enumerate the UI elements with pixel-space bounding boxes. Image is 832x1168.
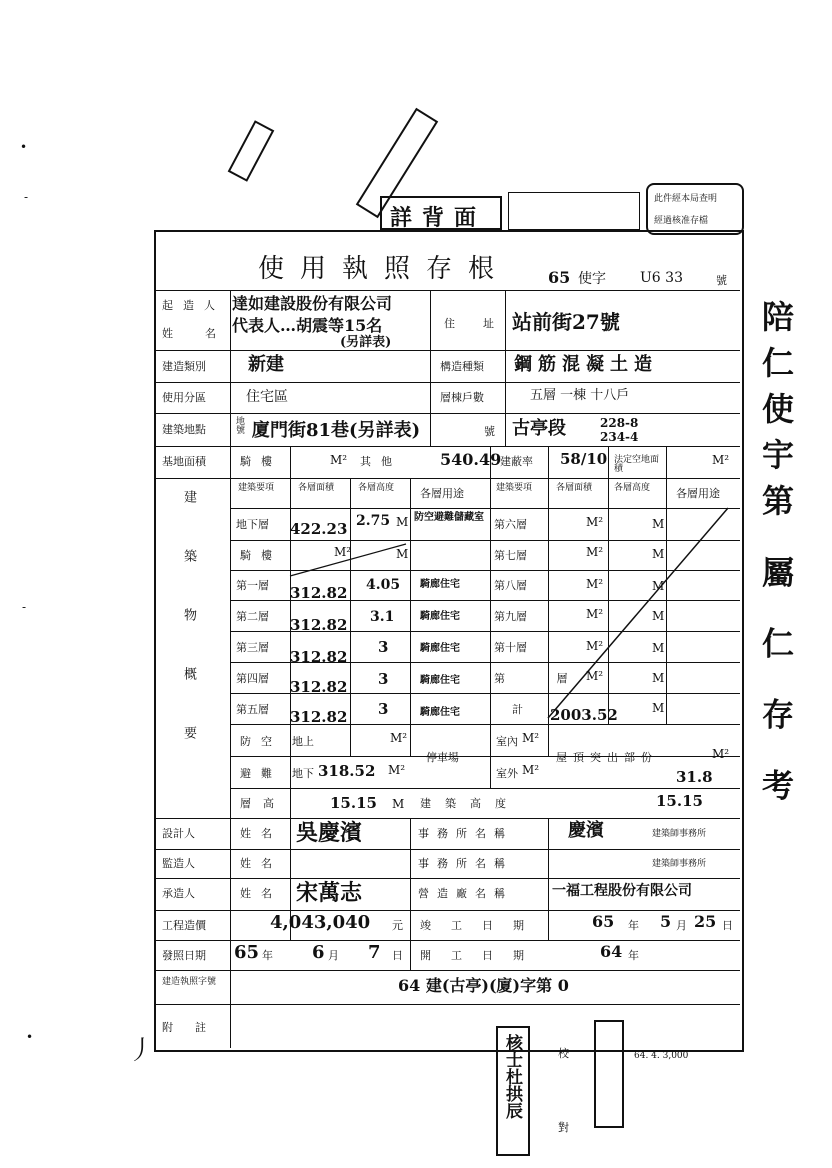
row-line bbox=[155, 849, 740, 850]
designer-name: 吳慶濱 bbox=[296, 820, 363, 846]
indoor-unit: M² bbox=[522, 731, 540, 745]
col-line bbox=[430, 290, 431, 446]
below-unit: M² bbox=[388, 763, 406, 777]
arcade-floor-unit: M² bbox=[334, 545, 352, 559]
section-building-summary: 建築物概要 bbox=[181, 490, 196, 785]
row-line bbox=[155, 382, 740, 383]
row-line bbox=[155, 290, 740, 291]
label-roof: 屋頂突出部份 bbox=[556, 751, 658, 764]
label-total: 計 bbox=[512, 703, 523, 716]
f9-area-unit: M² bbox=[586, 607, 604, 621]
margin-speck: - bbox=[22, 600, 27, 614]
floor-height-unit: M bbox=[392, 797, 405, 811]
margin-speck: • bbox=[26, 1030, 34, 1044]
label-start-year: 年 bbox=[628, 949, 639, 962]
contractor-name: 宋萬志 bbox=[296, 880, 363, 906]
f7-height-unit: M bbox=[652, 547, 665, 561]
label-f5: 第五層 bbox=[236, 703, 269, 716]
roof-unit: M² bbox=[712, 747, 730, 761]
label-basement: 地下層 bbox=[236, 518, 269, 531]
f6-area-unit: M² bbox=[586, 515, 604, 529]
header-item-right: 建築要項 bbox=[496, 483, 533, 493]
outdoor-unit: M² bbox=[522, 763, 540, 777]
f1-use: 騎廊住宅 bbox=[420, 579, 460, 590]
label-zone: 使用分區 bbox=[162, 391, 206, 404]
label-permit-no: 建造執照字號 bbox=[162, 977, 217, 987]
label-outdoor: 室外 bbox=[496, 767, 518, 780]
structure-type-value: 鋼筋混凝土造 bbox=[514, 354, 658, 375]
row-line bbox=[490, 756, 548, 757]
total-height-unit: M bbox=[652, 701, 665, 715]
label-below: 地下 bbox=[292, 767, 314, 780]
margin-speck: 丿 bbox=[128, 1036, 155, 1066]
start-year: 64 bbox=[600, 942, 623, 961]
label-cost-yuan: 元 bbox=[392, 919, 403, 932]
label-floor-height: 層高 bbox=[240, 797, 286, 810]
building-type-value: 新建 bbox=[248, 354, 284, 375]
label-f4: 第四層 bbox=[236, 672, 269, 685]
label-f6: 第六層 bbox=[494, 518, 527, 531]
f1-area: 312.82 bbox=[290, 584, 348, 602]
complete-day: 25 bbox=[694, 912, 717, 931]
label-lot: 號 bbox=[484, 425, 495, 438]
coverage-value: 58/10 bbox=[560, 450, 608, 468]
label-complete-date: 竣工日期 bbox=[420, 919, 544, 932]
label-f1: 第一層 bbox=[236, 579, 269, 592]
row-line bbox=[155, 970, 740, 971]
f4-height: 3 bbox=[378, 670, 389, 688]
row-line bbox=[155, 478, 740, 479]
designer-office: 慶濱 bbox=[568, 820, 604, 841]
label-address: 住址 bbox=[444, 317, 522, 330]
col-line bbox=[548, 818, 549, 940]
margin-speck: • bbox=[20, 140, 28, 154]
contractor-firm: 一福工程股份有限公司 bbox=[552, 883, 692, 899]
empty-floors-strike bbox=[548, 508, 728, 718]
fn-area-unit: M² bbox=[586, 669, 604, 683]
label-check-2: 對 bbox=[558, 1121, 569, 1134]
print-mark: 64. 4. 3,000 bbox=[634, 1051, 689, 1061]
f3-height: 3 bbox=[378, 638, 389, 656]
label-f8: 第八層 bbox=[494, 579, 527, 592]
label-remarks: 附註 bbox=[162, 1021, 228, 1034]
label-above: 地上 bbox=[292, 735, 314, 748]
label-cost: 工程造價 bbox=[162, 919, 206, 932]
label-issue-day: 日 bbox=[392, 949, 403, 962]
reviewer-stamp bbox=[594, 1020, 624, 1128]
label-f10: 第十層 bbox=[494, 641, 527, 654]
arcade-strike bbox=[290, 515, 409, 578]
above-unit: M² bbox=[390, 731, 408, 745]
bldg-height-value: 15.15 bbox=[656, 792, 703, 810]
col-line bbox=[230, 290, 231, 1048]
header-height: 各層高度 bbox=[358, 483, 395, 493]
label-designer-office: 事務所名稱 bbox=[418, 827, 513, 840]
label-coverage: 建蔽率 bbox=[500, 455, 533, 468]
f5-use: 騎廊住宅 bbox=[420, 707, 460, 718]
label-issue-month: 月 bbox=[328, 949, 339, 962]
f10-area-unit: M² bbox=[586, 639, 604, 653]
label-arch-office: 建築師事務所 bbox=[652, 829, 707, 839]
col-line bbox=[505, 290, 506, 446]
row-line bbox=[230, 756, 740, 757]
label-bldg-height: 建築高度 bbox=[420, 797, 520, 810]
label-arch-office-2: 建築師事務所 bbox=[652, 859, 707, 869]
header-area: 各層面積 bbox=[298, 483, 335, 493]
label-f9: 第九層 bbox=[494, 610, 527, 623]
label-complete-year: 年 bbox=[628, 919, 639, 932]
f9-height-unit: M bbox=[652, 609, 665, 623]
diagonal-stamp-a bbox=[228, 120, 275, 182]
cost-value: 4,043,040 bbox=[270, 912, 371, 933]
complete-month: 5 bbox=[660, 912, 672, 931]
f2-use: 騎廊住宅 bbox=[420, 611, 460, 622]
arcade-floor-height-unit: M bbox=[396, 547, 409, 561]
f2-area: 312.82 bbox=[290, 616, 348, 634]
total-area: 2003.52 bbox=[550, 706, 618, 724]
label-applicant: 起造人 bbox=[162, 299, 225, 312]
label-contractor: 承造人 bbox=[162, 887, 195, 900]
approval-note-small: 經過核准存檔 bbox=[654, 216, 709, 226]
label-contractor-name: 姓名 bbox=[240, 887, 282, 900]
fn-height-unit: M bbox=[652, 671, 665, 685]
f10-height-unit: M bbox=[652, 641, 665, 655]
shelter-below-area: 318.52 bbox=[318, 762, 376, 780]
floor-height-value: 15.15 bbox=[330, 794, 377, 812]
label-shelter2: 避難 bbox=[240, 767, 282, 780]
row-line bbox=[155, 878, 740, 879]
label-household: 層棟戶數 bbox=[440, 391, 484, 404]
f5-area: 312.82 bbox=[290, 708, 348, 726]
row-line bbox=[155, 1004, 740, 1005]
basement-height: 2.75 bbox=[356, 513, 391, 529]
basement-area: 422.23 bbox=[290, 520, 348, 538]
vertical-stamp-strip bbox=[508, 192, 640, 230]
label-legal-open: 法定空地面積 bbox=[614, 455, 660, 474]
label-name: 姓名 bbox=[162, 327, 248, 340]
label-land-no: 地號 bbox=[234, 416, 244, 434]
f7-area-unit: M² bbox=[586, 545, 604, 559]
household-value: 五層 一棟 十八戶 bbox=[530, 388, 630, 403]
label-site: 建築地點 bbox=[162, 423, 206, 436]
label-supervisor-office: 事務所名稱 bbox=[418, 857, 513, 870]
issue-year: 65 bbox=[234, 942, 260, 963]
complete-year: 65 bbox=[592, 912, 615, 931]
header-height-right: 各層高度 bbox=[614, 483, 651, 493]
permit-number-value: U6 33 bbox=[640, 270, 683, 286]
label-start-date: 開工日期 bbox=[420, 949, 544, 962]
col-line bbox=[410, 818, 411, 970]
permit-number-prefix: 65 bbox=[548, 268, 571, 287]
header-item: 建築要項 bbox=[238, 483, 275, 493]
label-supervisor-name: 姓名 bbox=[240, 857, 282, 870]
header-use: 各層用途 bbox=[420, 487, 464, 500]
row-line bbox=[230, 788, 740, 789]
permit-no-value: 64 建(古亭)(廈)字第 0 bbox=[398, 976, 569, 995]
label-designer-name: 姓名 bbox=[240, 827, 282, 840]
approval-note-text: 此件經本局查明 bbox=[654, 194, 718, 204]
detail-back-stamp bbox=[380, 196, 502, 230]
f2-height: 3.1 bbox=[370, 609, 395, 625]
permit-number-char: 使字 bbox=[578, 271, 606, 287]
site-street: 廈門街81巷(另詳表) bbox=[252, 420, 421, 441]
site-lot-no: 228-8 234-4 bbox=[600, 416, 639, 444]
label-issue-date: 發照日期 bbox=[162, 949, 206, 962]
legal-open-unit: M² bbox=[712, 453, 730, 467]
f4-use: 騎廊住宅 bbox=[420, 675, 460, 686]
applicant-representative: 代表人…胡震等15名 bbox=[232, 316, 383, 335]
label-parking: 停車場 bbox=[426, 751, 459, 764]
applicant-company: 達如建設股份有限公司 bbox=[232, 294, 393, 313]
label-issue-year: 年 bbox=[262, 949, 273, 962]
issue-day: 7 bbox=[368, 942, 381, 963]
f4-area: 312.82 bbox=[290, 678, 348, 696]
inspector-stamp-text: 核士杜拱辰 bbox=[502, 1034, 522, 1119]
basement-use: 防空避難儲藏室 bbox=[414, 512, 484, 523]
row-line bbox=[155, 818, 740, 819]
label-contractor-firm: 營造廠名稱 bbox=[418, 887, 513, 900]
label-complete-day: 日 bbox=[722, 919, 733, 932]
row-line bbox=[155, 446, 740, 447]
header-area-right: 各層面積 bbox=[556, 483, 593, 493]
approval-note-stamp bbox=[646, 183, 744, 235]
f6-height-unit: M bbox=[652, 517, 665, 531]
label-other: 其他 bbox=[360, 455, 402, 468]
row-line bbox=[155, 350, 740, 351]
label-indoor: 室內 bbox=[496, 735, 518, 748]
zone-value: 住宅區 bbox=[246, 389, 288, 405]
row-line bbox=[155, 910, 740, 911]
address-value: 站前街27號 bbox=[512, 310, 620, 334]
f3-use: 騎廊住宅 bbox=[420, 643, 460, 654]
detail-back-stamp-text: 詳背面 bbox=[390, 205, 487, 231]
label-f2: 第二層 bbox=[236, 610, 269, 623]
inspector-stamp bbox=[496, 1026, 530, 1156]
label-designer: 設計人 bbox=[162, 827, 195, 840]
applicant-note: (另詳表) bbox=[340, 335, 392, 350]
arcade-unit: M² bbox=[330, 453, 348, 467]
f5-height: 3 bbox=[378, 700, 389, 718]
label-building-type: 建造類別 bbox=[162, 360, 206, 373]
label-base-area: 基地面積 bbox=[162, 455, 206, 468]
label-f3: 第三層 bbox=[236, 641, 269, 654]
label-complete-month: 月 bbox=[676, 919, 687, 932]
permit-number-suffix: 號 bbox=[716, 274, 727, 287]
label-f7: 第七層 bbox=[494, 549, 527, 562]
label-check: 校 bbox=[558, 1047, 569, 1060]
label-arcade: 騎樓 bbox=[240, 455, 282, 468]
header-use-right: 各層用途 bbox=[676, 487, 720, 500]
f8-height-unit: M bbox=[652, 579, 665, 593]
f8-area-unit: M² bbox=[586, 577, 604, 591]
form-title: 使用執照存根 bbox=[258, 254, 511, 284]
col-line bbox=[490, 446, 491, 756]
basement-height-unit: M bbox=[396, 515, 409, 529]
f1-height: 4.05 bbox=[366, 577, 401, 593]
row-line bbox=[155, 413, 740, 414]
label-supervisor: 監造人 bbox=[162, 857, 195, 870]
issue-month: 6 bbox=[312, 942, 325, 963]
margin-speck: - bbox=[24, 190, 29, 204]
label-structure-type: 構造種類 bbox=[440, 360, 484, 373]
right-edge-fragment: 陪仁使宇第 屬 仁 存 考 bbox=[757, 300, 795, 815]
other-area-value: 540.49 bbox=[440, 450, 502, 469]
roof-area: 31.8 bbox=[676, 768, 713, 786]
f3-area: 312.82 bbox=[290, 648, 348, 666]
label-fn: 第 層 bbox=[494, 672, 592, 685]
col-line bbox=[410, 478, 411, 756]
site-lot: 古亭段 bbox=[512, 418, 566, 439]
row-line bbox=[155, 940, 740, 941]
label-arcade-floor: 騎樓 bbox=[240, 549, 282, 562]
label-shelter1: 防空 bbox=[240, 735, 282, 748]
